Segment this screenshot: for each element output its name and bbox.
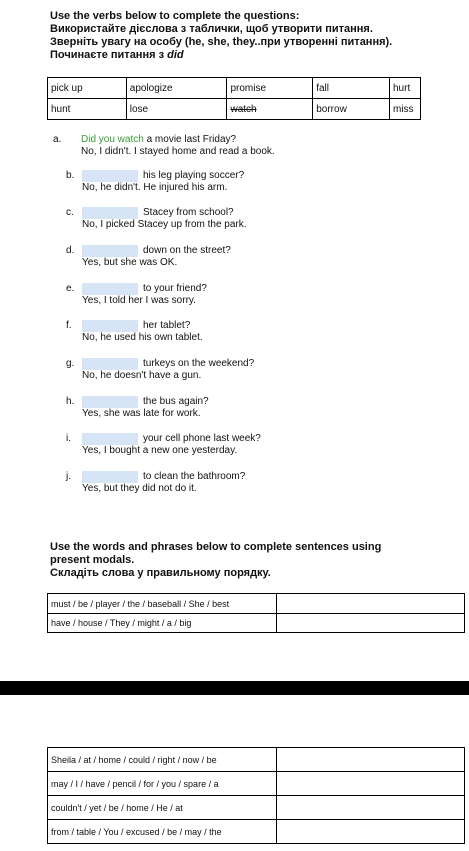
answer-cell[interactable] <box>276 820 464 844</box>
answer-cell[interactable] <box>276 772 464 796</box>
question-text: down on the street? <box>143 245 231 256</box>
answer-cell[interactable] <box>276 748 464 772</box>
answer-blank-field[interactable] <box>82 283 138 295</box>
question-e <box>66 283 446 309</box>
verb-cell: miss <box>389 99 420 120</box>
verb-cell: hurt <box>389 78 420 99</box>
question-a <box>53 134 433 160</box>
question-i <box>66 433 446 459</box>
instructions2-title: Use the words and phrases below to complete sentences using <box>50 541 382 553</box>
question-text: your cell phone last week? <box>143 433 261 444</box>
answer-text: No, I didn't. I stayed home and read a book. <box>81 146 275 157</box>
instructions-title: Use the verbs below to complete the questions: <box>50 10 300 22</box>
question-j <box>66 471 446 497</box>
answer-text: Yes, but she was OK. <box>82 257 178 268</box>
answer-text: No, he didn't. He injured his arm. <box>82 182 228 193</box>
instructions2-ukr: Складіть слова у правильному порядку. <box>50 567 271 579</box>
verb-cell: lose <box>126 99 227 120</box>
answer-cell[interactable] <box>276 614 464 633</box>
question-letter: a. <box>53 134 62 145</box>
answer-text: Yes, but they did not do it. <box>82 483 197 494</box>
sentence-row <box>48 614 465 633</box>
answer-text: Yes, I bought a new one yesterday. <box>82 445 238 456</box>
scrambled-sentence: couldn't / yet / be / home / He / at <box>48 796 277 820</box>
scrambled-sentence: from / table / You / excused / be / may / the <box>48 820 277 844</box>
scrambled-sentence: must / be / player / the / baseball / She / best <box>48 594 277 614</box>
question-text: a movie last Friday? <box>143 134 237 145</box>
question-text: to clean the bathroom? <box>143 471 246 482</box>
answer-text: No, he used his own tablet. <box>82 332 203 343</box>
question-f <box>66 320 446 346</box>
question-text: to your friend? <box>143 283 207 294</box>
verb-cell: borrow <box>313 99 390 120</box>
answer-text: Yes, I told her I was sorry. <box>82 295 196 306</box>
question-h <box>66 396 446 422</box>
sentence-table-bottom <box>47 747 465 844</box>
question-text: the bus again? <box>143 396 209 407</box>
instructions-ukr-3: Починаєте питання з did <box>50 49 184 61</box>
question-text: his leg playing soccer? <box>143 170 245 181</box>
answer-text: No, he doesn't have a gun. <box>82 370 202 381</box>
answer-cell[interactable] <box>276 796 464 820</box>
question-g <box>66 358 446 384</box>
instructions-ukr-2: Зверніть увагу на особу (he, she, they..при утворенні питання). <box>50 36 393 48</box>
verb-cell: fall <box>313 78 390 99</box>
sentence-table-top <box>47 593 465 633</box>
sentence-row <box>48 772 465 796</box>
question-letter: j. <box>66 471 71 482</box>
answer-text: Yes, she was late for work. <box>82 408 201 419</box>
scrambled-sentence: have / house / They / might / a / big <box>48 614 277 633</box>
answer-blank-field[interactable] <box>82 471 138 483</box>
question-letter: d. <box>66 245 75 256</box>
sentence-row <box>48 594 465 614</box>
verb-cell-used: watch <box>227 99 313 120</box>
answer-blank-field[interactable] <box>82 207 138 219</box>
divider-band <box>0 681 469 695</box>
answered-verb: Did you watch <box>81 134 144 145</box>
verb-table <box>47 77 421 120</box>
question-letter: b. <box>66 170 75 181</box>
verb-row <box>48 99 421 120</box>
question-text: her tablet? <box>143 320 191 331</box>
answer-blank-field[interactable] <box>82 358 138 370</box>
verb-cell: hunt <box>48 99 127 120</box>
scrambled-sentence: Sheila / at / home / could / right / now / be <box>48 748 277 772</box>
question-letter: g. <box>66 358 75 369</box>
question-letter: h. <box>66 396 75 407</box>
question-c <box>66 207 446 233</box>
question-text: Stacey from school? <box>143 207 234 218</box>
answer-blank-field[interactable] <box>82 396 138 408</box>
sentence-row <box>48 796 465 820</box>
question-letter: c. <box>66 207 74 218</box>
answer-blank-field[interactable] <box>82 170 138 182</box>
sentence-row <box>48 748 465 772</box>
question-d <box>66 245 446 271</box>
answer-blank-field[interactable] <box>82 320 138 332</box>
answer-blank-field[interactable] <box>82 245 138 257</box>
sentence-row <box>48 820 465 844</box>
answer-cell[interactable] <box>276 594 464 614</box>
answer-text: No, I picked Stacey up from the park. <box>82 219 247 230</box>
verb-row <box>48 78 421 99</box>
verb-cell: promise <box>227 78 313 99</box>
scrambled-sentence: may / I / have / pencil / for / you / spare / a <box>48 772 277 796</box>
question-letter: e. <box>66 283 75 294</box>
question-text: turkeys on the weekend? <box>143 358 255 369</box>
instructions2-title-cont: present modals. <box>50 554 135 566</box>
verb-cell: apologize <box>126 78 227 99</box>
question-letter: i. <box>66 433 71 444</box>
answer-blank-field[interactable] <box>82 433 138 445</box>
verb-cell: pick up <box>48 78 127 99</box>
question-b <box>66 170 446 196</box>
question-letter: f. <box>66 320 72 331</box>
instructions-ukr-1: Використайте дієслова з таблички, щоб утворити питання. <box>50 23 373 35</box>
